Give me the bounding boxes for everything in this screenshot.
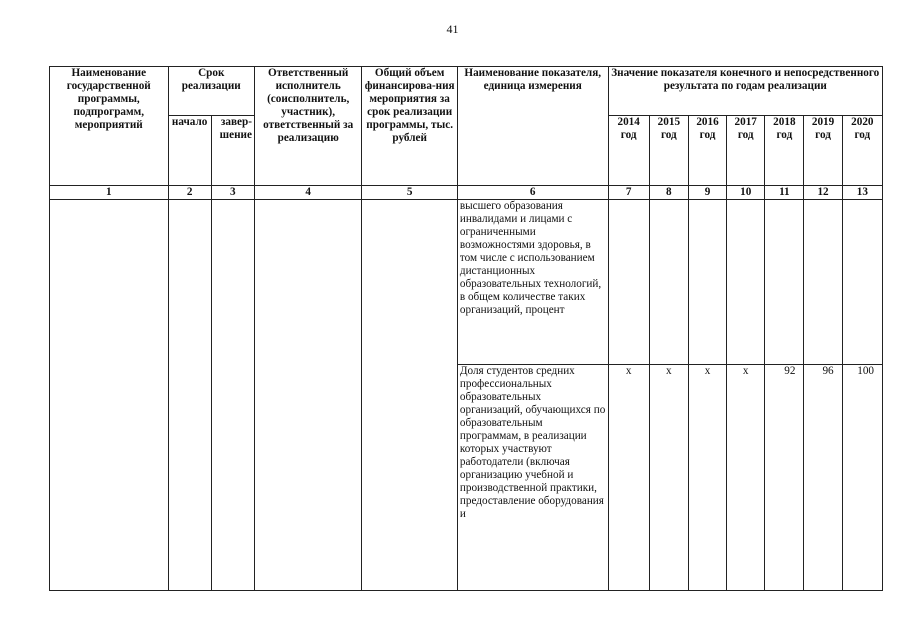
indicator-cell: Доля студентов средних профессиональных образовательных организаций, обучающихся по образовательным программам, в реализации которых участвуют работодатели (включая организацию учебной и производственной практики, предоставление оборудования и <box>457 365 608 591</box>
column-number: 2 <box>168 186 211 200</box>
header-start: начало <box>168 116 211 186</box>
year-label: 2014 <box>617 116 640 128</box>
column-number: 13 <box>842 186 882 200</box>
value-cell <box>842 200 882 365</box>
column-number-row <box>50 186 883 200</box>
value-cell <box>688 200 726 365</box>
value-cell: 96 <box>804 365 842 591</box>
end-cell <box>211 200 254 591</box>
year-unit: год <box>737 129 754 141</box>
column-number: 4 <box>254 186 362 200</box>
header-indicator: Наименование показателя, единица измерения <box>457 67 608 186</box>
year-unit: год <box>620 129 637 141</box>
column-number: 6 <box>457 186 608 200</box>
year-unit: год <box>776 129 793 141</box>
header-year-2017 <box>727 116 765 186</box>
value-cell: x <box>608 365 649 591</box>
column-number: 9 <box>688 186 726 200</box>
value-cell <box>765 200 804 365</box>
column-number: 5 <box>362 186 457 200</box>
column-number: 12 <box>804 186 842 200</box>
column-number: 8 <box>649 186 688 200</box>
column-number: 7 <box>608 186 649 200</box>
header-funding: Общий объем финансирова-ния мероприятия за срок реализации программы, тыс. рублей <box>362 67 457 186</box>
year-label: 2020 <box>851 116 874 128</box>
year-label: 2016 <box>696 116 719 128</box>
value-cell: x <box>688 365 726 591</box>
year-label: 2017 <box>734 116 757 128</box>
value-cell <box>608 200 649 365</box>
column-number: 1 <box>50 186 169 200</box>
header-year-2014 <box>608 116 649 186</box>
header-values: Значение показателя конечного и непосредственного результата по годам реализации <box>608 67 882 116</box>
executor-cell <box>254 200 362 591</box>
program-table <box>49 66 883 591</box>
value-cell: x <box>649 365 688 591</box>
value-cell <box>727 200 765 365</box>
column-number: 3 <box>211 186 254 200</box>
program-name-cell <box>50 200 169 591</box>
header-executor: Ответственный исполнитель (соисполнитель, участник), ответственный за реализацию <box>254 67 362 186</box>
year-unit: год <box>660 129 677 141</box>
header-term: Срок реализации <box>168 67 254 116</box>
year-unit: год <box>854 129 871 141</box>
value-cell: x <box>727 365 765 591</box>
value-cell <box>649 200 688 365</box>
year-label: 2015 <box>657 116 681 128</box>
funding-cell <box>362 200 457 591</box>
year-unit: год <box>815 129 831 141</box>
header-year-2019 <box>804 116 842 186</box>
value-cell: 100 <box>842 365 882 591</box>
start-cell <box>168 200 211 591</box>
header-end: завер-шение <box>211 116 254 186</box>
header-year-2020 <box>842 116 882 186</box>
value-cell: 92 <box>765 365 804 591</box>
table-row <box>50 200 883 365</box>
column-number: 11 <box>765 186 804 200</box>
page-number: 41 <box>446 22 459 36</box>
year-label: 2019 <box>811 116 835 128</box>
year-unit: год <box>699 129 716 141</box>
header-year-2015 <box>649 116 688 186</box>
value-cell <box>804 200 842 365</box>
header-program-name: Наименование государственной программы, подпрограмм, мероприятий <box>50 67 169 186</box>
header-year-2018 <box>765 116 804 186</box>
column-number: 10 <box>727 186 765 200</box>
header-year-2016 <box>688 116 726 186</box>
indicator-cell: высшего образования инвалидами и лицами с ограниченными возможностями здоровья, в том числе с использованием дистанционных образовательных технологий, в общем количестве таких организаций, процент <box>457 200 608 365</box>
year-label: 2018 <box>773 116 796 128</box>
